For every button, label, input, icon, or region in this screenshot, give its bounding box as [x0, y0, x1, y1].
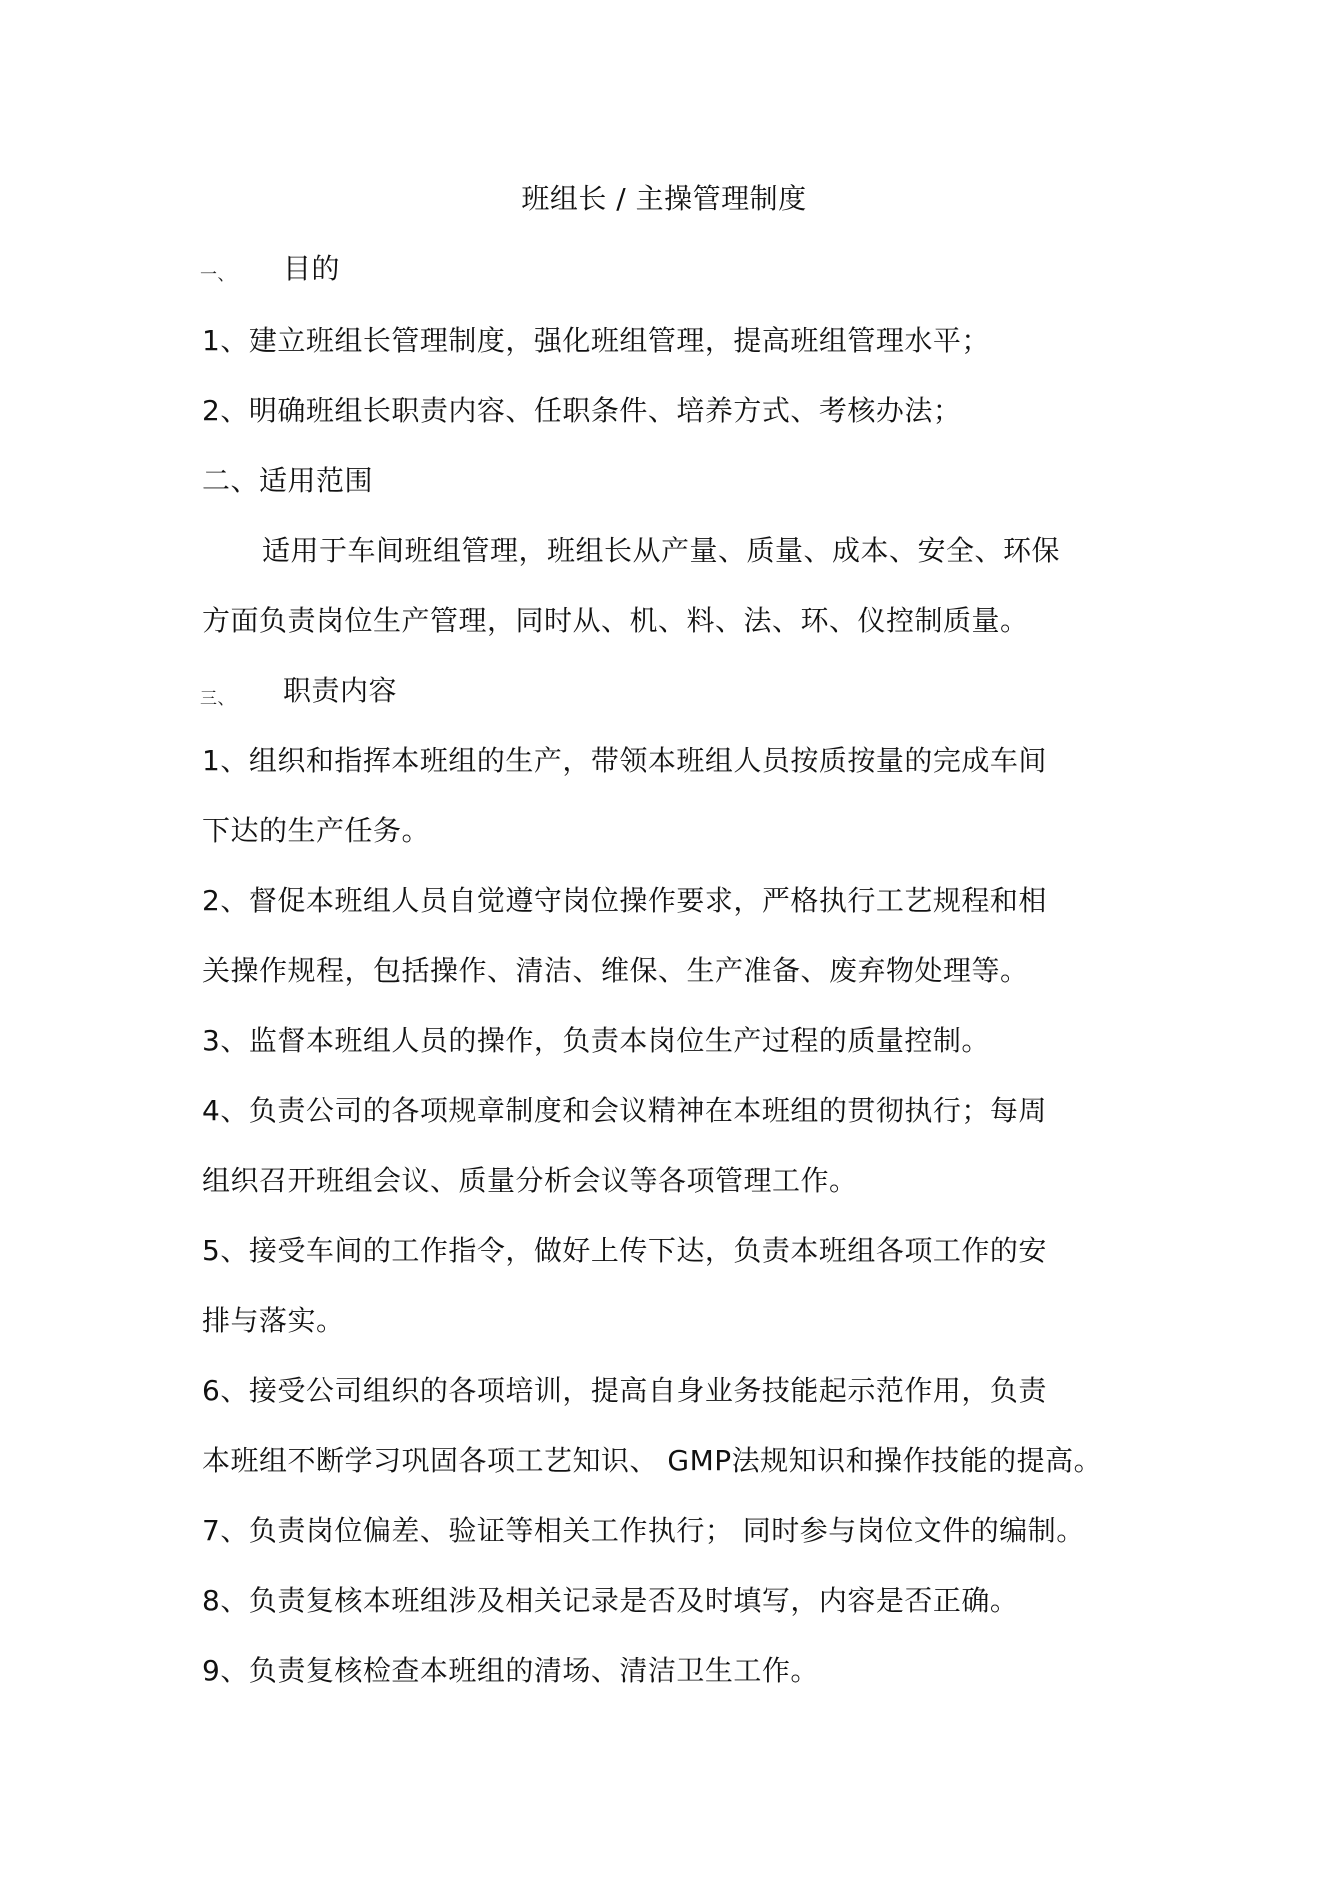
section3-line-1: 1、组织和指挥本班组的生产，带领本班组人员按质按量的完成车间	[202, 744, 1047, 777]
section3-line-11: 本班组不断学习巩固各项工艺知识、 GMP法规知识和操作技能的提高。	[202, 1444, 1103, 1477]
section1-marker: 一、	[200, 265, 235, 285]
section3-line-3: 2、督促本班组人员自觉遵守岗位操作要求，严格执行工艺规程和相	[202, 884, 1047, 917]
section3-line-14: 9、负责复核检查本班组的清场、清洁卫生工作。	[202, 1654, 819, 1687]
section3-heading: 职责内容	[283, 674, 398, 707]
section2-paragraph-line1: 适用于车间班组管理，班组长从产量、质量、成本、安全、环保	[262, 534, 1061, 567]
section3-line-4: 关操作规程，包括操作、清洁、维保、生产准备、废弃物处理等。	[202, 954, 1029, 987]
section3-line-2: 下达的生产任务。	[202, 814, 431, 847]
section3-line-13: 8、负责复核本班组涉及相关记录是否及时填写，内容是否正确。	[202, 1584, 1019, 1617]
section3-line-5: 3、监督本班组人员的操作，负责本岗位生产过程的质量控制。	[202, 1024, 990, 1057]
section2-paragraph-line2: 方面负责岗位生产管理，同时从、机、料、法、环、仪控制质量。	[202, 604, 1029, 637]
section3-marker: 三、	[200, 689, 235, 709]
section1-item-2: 2、明确班组长职责内容、任职条件、培养方式、考核办法；	[202, 394, 962, 427]
section2-heading: 二、适用范围	[202, 464, 374, 497]
section3-line-9: 排与落实。	[202, 1304, 345, 1337]
section3-line-6: 4、负责公司的各项规章制度和会议精神在本班组的贯彻执行；每周	[202, 1094, 1047, 1127]
section1-heading: 目的	[283, 252, 341, 285]
section3-line-7: 组织召开班组会议、质量分析会议等各项管理工作。	[202, 1164, 858, 1197]
section3-line-12: 7、负责岗位偏差、验证等相关工作执行； 同时参与岗位文件的编制。	[202, 1514, 1085, 1547]
section1-item-1: 1、建立班组长管理制度，强化班组管理，提高班组管理水平；	[202, 324, 990, 357]
document-title: 班组长 / 主操管理制度	[521, 182, 807, 215]
section3-line-8: 5、接受车间的工作指令，做好上传下达，负责本班组各项工作的安	[202, 1234, 1047, 1267]
section3-line-10: 6、接受公司组织的各项培训，提高自身业务技能起示范作用，负责	[202, 1374, 1047, 1407]
